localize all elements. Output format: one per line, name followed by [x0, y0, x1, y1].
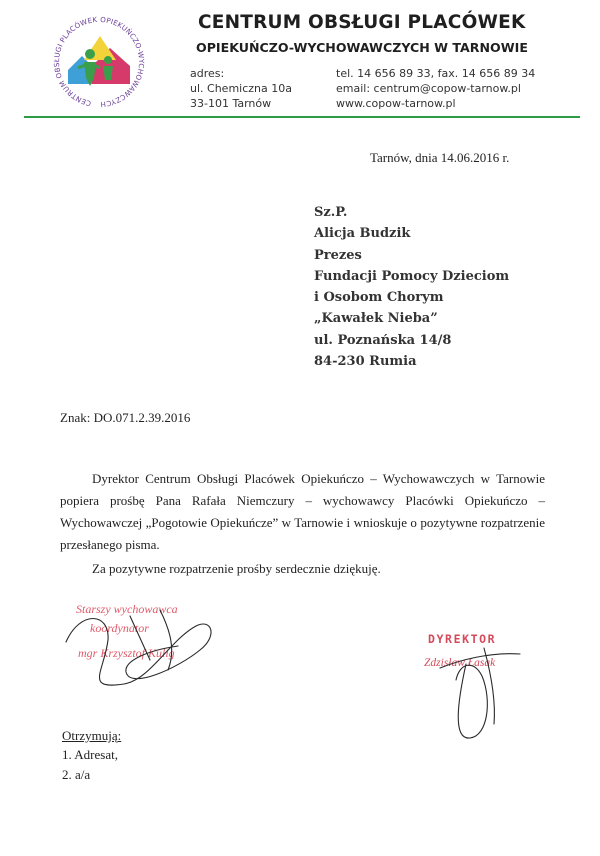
recipient-line: i Osobom Chorym	[314, 290, 444, 306]
address-block	[190, 66, 292, 111]
organization-logo	[38, 8, 160, 116]
recipient-line: Alicja Budzik	[314, 226, 411, 242]
recipients-list	[62, 745, 118, 785]
place-date: Tarnów, dnia 14.06.2016 r.	[370, 150, 510, 165]
recipient-line: 84-230 Rumia	[314, 354, 417, 370]
stamp-line: mgr Krzysztof Kulig	[78, 646, 175, 660]
organization-title: CENTRUM OBSŁUGI PLACÓWEK	[198, 12, 526, 33]
recipient-line: ul. Poznańska 14/8	[314, 332, 452, 348]
address-city: 33-101 Tarnów	[190, 97, 272, 110]
header-divider	[24, 116, 580, 118]
letter-paragraph-2: Za pozytywne rozpatrzenie prośby serdecznie dziękuję.	[92, 561, 381, 576]
recipient-address	[314, 202, 509, 372]
director-signature	[456, 664, 487, 738]
letter-paragraph-1: Dyrektor Centrum Obsługi Placówek Opiekuńczo – Wychowawczych w Tarnowie popiera prośbę Pana Rafała Niemczury – wychowawcy Placówki Opiekuńczo – Wychowawczej „Pogotowie Opiekuńcze” w Tarnowie i wnioskuje o pozytywne rozpatrzenie przesłanego pisma.	[60, 471, 545, 552]
stamp-line: Starszy wychowawca	[76, 602, 178, 616]
organization-subtitle: OPIEKUŃCZO-WYCHOWAWCZYCH W TARNOWIE	[196, 40, 528, 55]
contact-block	[336, 66, 535, 111]
recipients-heading: Otrzymują:	[62, 728, 122, 743]
email-text: email: centrum@copow-tarnow.pl	[336, 82, 521, 95]
phone-fax: tel. 14 656 89 33, fax. 14 656 89 34	[336, 67, 536, 80]
recipient-item: 2. a/a	[62, 767, 91, 782]
coordinator-stamp	[62, 600, 232, 663]
address-street: ul. Chemiczna 10a	[190, 82, 292, 95]
director-stamp-name: Zdzisław Łasak	[424, 657, 496, 669]
recipient-item: 1. Adresat,	[62, 747, 118, 762]
address-label: adres:	[190, 67, 225, 80]
recipient-line: Prezes	[314, 247, 362, 263]
logo-circular-text: CENTRUM OBSŁUGI PLACÓWEK OPIEKUŃCZO-WYCHOWAWCZYCH	[51, 14, 147, 110]
stamp-line: koordynator	[90, 621, 149, 635]
reference-number: Znak: DO.071.2.39.2016	[60, 410, 191, 425]
recipient-line: „Kawałek Nieba”	[314, 311, 438, 327]
recipient-line: Fundacji Pomocy Dzieciom	[314, 268, 510, 284]
director-stamp-title: DYREKTOR	[428, 632, 497, 646]
website-text: www.copow-tarnow.pl	[336, 97, 456, 110]
recipient-line: Sz.P.	[314, 205, 348, 220]
